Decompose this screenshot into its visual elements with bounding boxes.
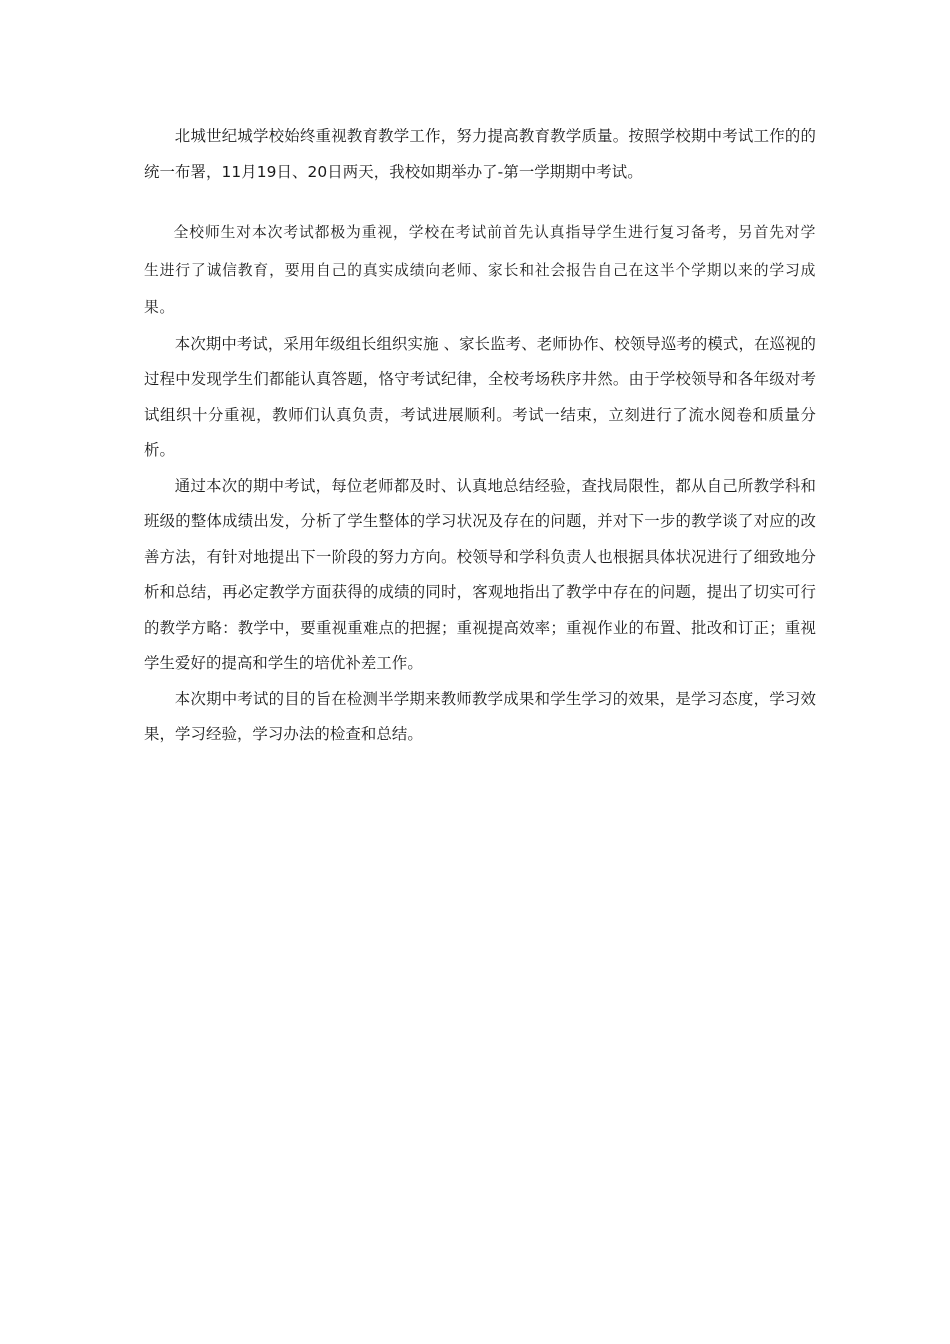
document-body — [144, 119, 816, 753]
paragraph-purpose: 本次期中考试的目的旨在检测半学期来教师教学成果和学生学习的效果，是学习态度，学习效果，学习经验，学习办法的检查和总结。 — [144, 689, 816, 743]
paragraph-summary: 通过本次的期中考试，每位老师都及时、认真地总结经验，查找局限性，都从自己所教学科和班级的整体成绩出发，分析了学生整体的学习状况及存在的问题，并对下一步的教学谈了对应的改善方法，有针对地提出下一阶段的努力方向。校领导和学科负责人也根据具体状况进行了细致地分析和总结，再必定教学方面获得的成绩的同时，客观地指出了教学中存在的问题，提出了切实可行的教学方略：教学中，要重视重难点的把握；重视提高效率；重视作业的布置、批改和订正；重视学生爱好的提高和学生的培优补差工作。 — [144, 476, 816, 672]
paragraph-intro: 北城世纪城学校始终重视教育教学工作，努力提高教育教学质量。按照学校期中考试工作的的统一布署，11月19日、20日两天，我校如期举办了-第一学期期中考试。 — [144, 127, 816, 181]
paragraph-exam-process: 本次期中考试，采用年级组长组织实施 、家长监考、老师协作、校领导巡考的模式，在巡视的过程中发现学生们都能认真答题，恪守考试纪律，全校考场秩序井然。由于学校领导和各年级对考试组织十分重视，教师们认真负责，考试进展顺利。考试一结束，立刻进行了流水阅卷和质量分析。 — [144, 334, 816, 459]
paragraph-preparation: 全校师生对本次考试都极为重视，学校在考试前首先认真指导学生进行复习备考，另首先对学生进行了诚信教育，要用自己的真实成绩向老师、家长和社会报告自己在这半个学期以来的学习成果。 — [144, 224, 816, 316]
